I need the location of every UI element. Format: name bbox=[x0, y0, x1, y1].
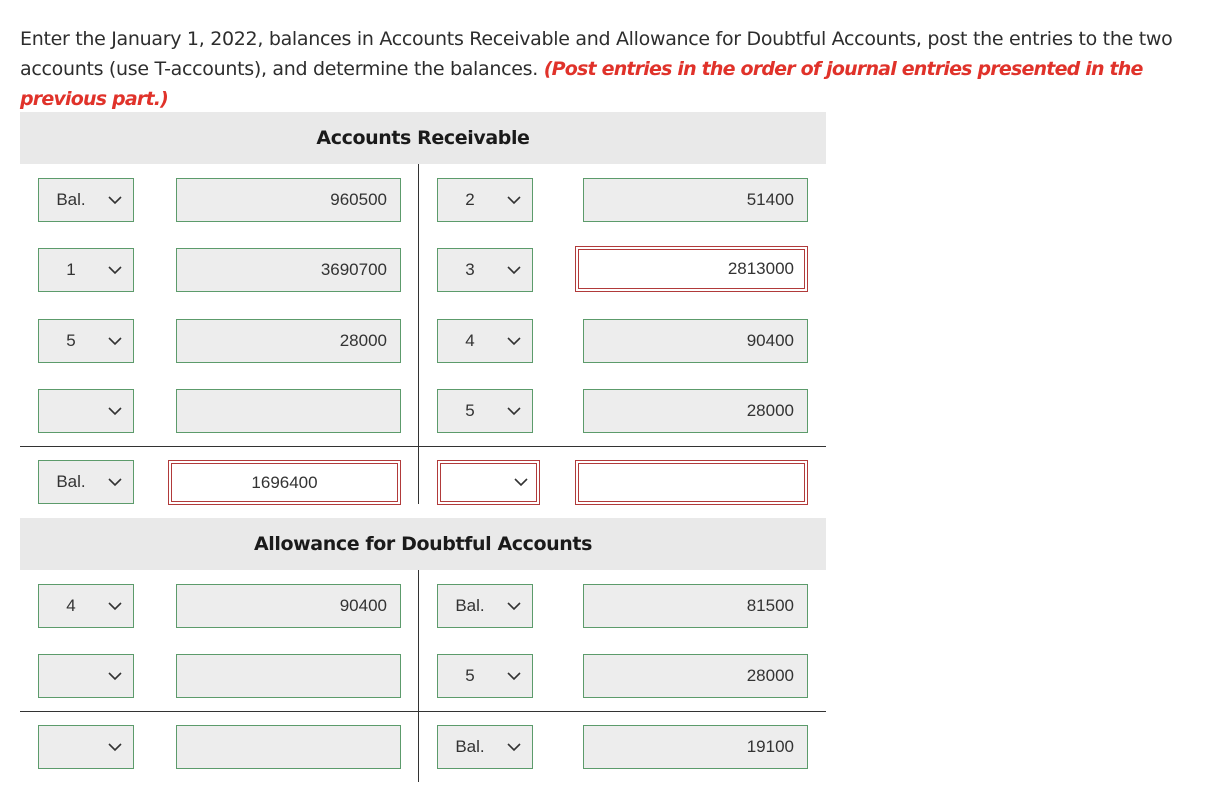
ar-credit-ref-value: 2 bbox=[465, 190, 475, 209]
ar-debit-amount-input[interactable]: 960500 bbox=[176, 178, 401, 222]
chevron-down-icon bbox=[506, 599, 522, 613]
ar-credit-ref-value: 3 bbox=[465, 260, 475, 279]
afda-credit-ref-value: Bal. bbox=[455, 596, 485, 615]
ar-credit-ref-select[interactable] bbox=[437, 178, 533, 222]
instructions-text: Enter the January 1, 2022, balances in Accounts Receivable and Allowance for Doubtful Accounts, post the entries to the two accounts (use T-accounts), and determine the balances. bbox=[20, 28, 1173, 80]
instructions bbox=[20, 24, 1200, 114]
afda-balance-debit-amount-input[interactable] bbox=[176, 725, 401, 769]
chevron-down-icon bbox=[506, 263, 522, 277]
ar-balance-credit-ref-value bbox=[438, 461, 502, 504]
ar-debit-ref-value: 1 bbox=[66, 260, 76, 279]
ar-credit-ref-select[interactable] bbox=[437, 319, 533, 363]
afda-debit-ref-value bbox=[39, 655, 103, 697]
ar-credit-amount-input[interactable]: 51400 bbox=[583, 178, 808, 222]
chevron-down-icon bbox=[107, 263, 123, 277]
ar-balance-credit-amount-input[interactable] bbox=[575, 460, 808, 505]
ar-balance-credit-ref-select[interactable] bbox=[437, 460, 540, 505]
chevron-down-icon bbox=[107, 334, 123, 348]
afda-balance-credit-amount-input[interactable]: 19100 bbox=[583, 725, 808, 769]
ar-debit-ref-value: 5 bbox=[66, 331, 76, 350]
ar-credit-amount-input[interactable]: 90400 bbox=[583, 319, 808, 363]
afda-debit-ref-value: 4 bbox=[66, 596, 76, 615]
chevron-down-icon bbox=[107, 404, 123, 418]
ar-debit-ref-select[interactable] bbox=[38, 319, 134, 363]
afda-credit-ref-value: 5 bbox=[465, 666, 475, 685]
ar-credit-ref-value: 5 bbox=[465, 401, 475, 420]
afda-debit-amount-input[interactable] bbox=[176, 654, 401, 698]
ar-balance-debit-ref-select[interactable] bbox=[38, 460, 134, 504]
instructions-note: (Post entries in the order of journal entries presented in the previous part.) bbox=[20, 58, 1143, 110]
afda-debit-ref-select[interactable] bbox=[38, 584, 134, 628]
afda-debit-amount-input[interactable]: 90400 bbox=[176, 584, 401, 628]
chevron-down-icon bbox=[506, 740, 522, 754]
ar-debit-ref-value: Bal. bbox=[56, 190, 86, 209]
ar-credit-amount-input[interactable]: 28000 bbox=[583, 389, 808, 433]
afda-debit-ref-select[interactable] bbox=[38, 654, 134, 698]
afda-center-line bbox=[418, 570, 419, 782]
chevron-down-icon bbox=[107, 475, 123, 489]
afda-header: Allowance for Doubtful Accounts bbox=[20, 518, 826, 570]
ar-header: Accounts Receivable bbox=[20, 112, 826, 164]
afda-balance-debit-ref-select[interactable] bbox=[38, 725, 134, 769]
ar-credit-ref-select[interactable] bbox=[437, 389, 533, 433]
ar-debit-amount-input[interactable] bbox=[176, 389, 401, 433]
chevron-down-icon bbox=[107, 193, 123, 207]
chevron-down-icon bbox=[506, 334, 522, 348]
ar-debit-ref-select[interactable] bbox=[38, 178, 134, 222]
chevron-down-icon bbox=[506, 669, 522, 683]
chevron-down-icon bbox=[506, 404, 522, 418]
ar-center-line bbox=[418, 164, 419, 504]
afda-balance-credit-ref-select[interactable] bbox=[437, 725, 533, 769]
ar-credit-ref-value: 4 bbox=[465, 331, 475, 350]
chevron-down-icon bbox=[107, 669, 123, 683]
ar-debit-amount-input[interactable]: 3690700 bbox=[176, 248, 401, 292]
ar-balance-debit-amount-input[interactable]: 1696400 bbox=[168, 460, 401, 505]
ar-credit-amount-input[interactable]: 2813000 bbox=[575, 246, 808, 292]
ar-debit-ref-select[interactable] bbox=[38, 248, 134, 292]
ar-total-line bbox=[20, 446, 826, 447]
afda-credit-ref-select[interactable] bbox=[437, 584, 533, 628]
afda-credit-ref-select[interactable] bbox=[437, 654, 533, 698]
afda-total-line bbox=[20, 711, 826, 712]
ar-debit-ref-select[interactable] bbox=[38, 389, 134, 433]
afda-credit-amount-input[interactable]: 81500 bbox=[583, 584, 808, 628]
afda-credit-amount-input[interactable]: 28000 bbox=[583, 654, 808, 698]
ar-debit-ref-value bbox=[39, 390, 103, 432]
chevron-down-icon bbox=[506, 193, 522, 207]
ar-credit-ref-select[interactable] bbox=[437, 248, 533, 292]
chevron-down-icon bbox=[107, 740, 123, 754]
ar-balance-debit-ref-value: Bal. bbox=[56, 472, 86, 491]
ar-debit-amount-input[interactable]: 28000 bbox=[176, 319, 401, 363]
chevron-down-icon bbox=[107, 599, 123, 613]
afda-balance-credit-ref-value: Bal. bbox=[455, 737, 485, 756]
afda-balance-debit-ref-value bbox=[39, 726, 103, 768]
chevron-down-icon bbox=[513, 475, 529, 489]
